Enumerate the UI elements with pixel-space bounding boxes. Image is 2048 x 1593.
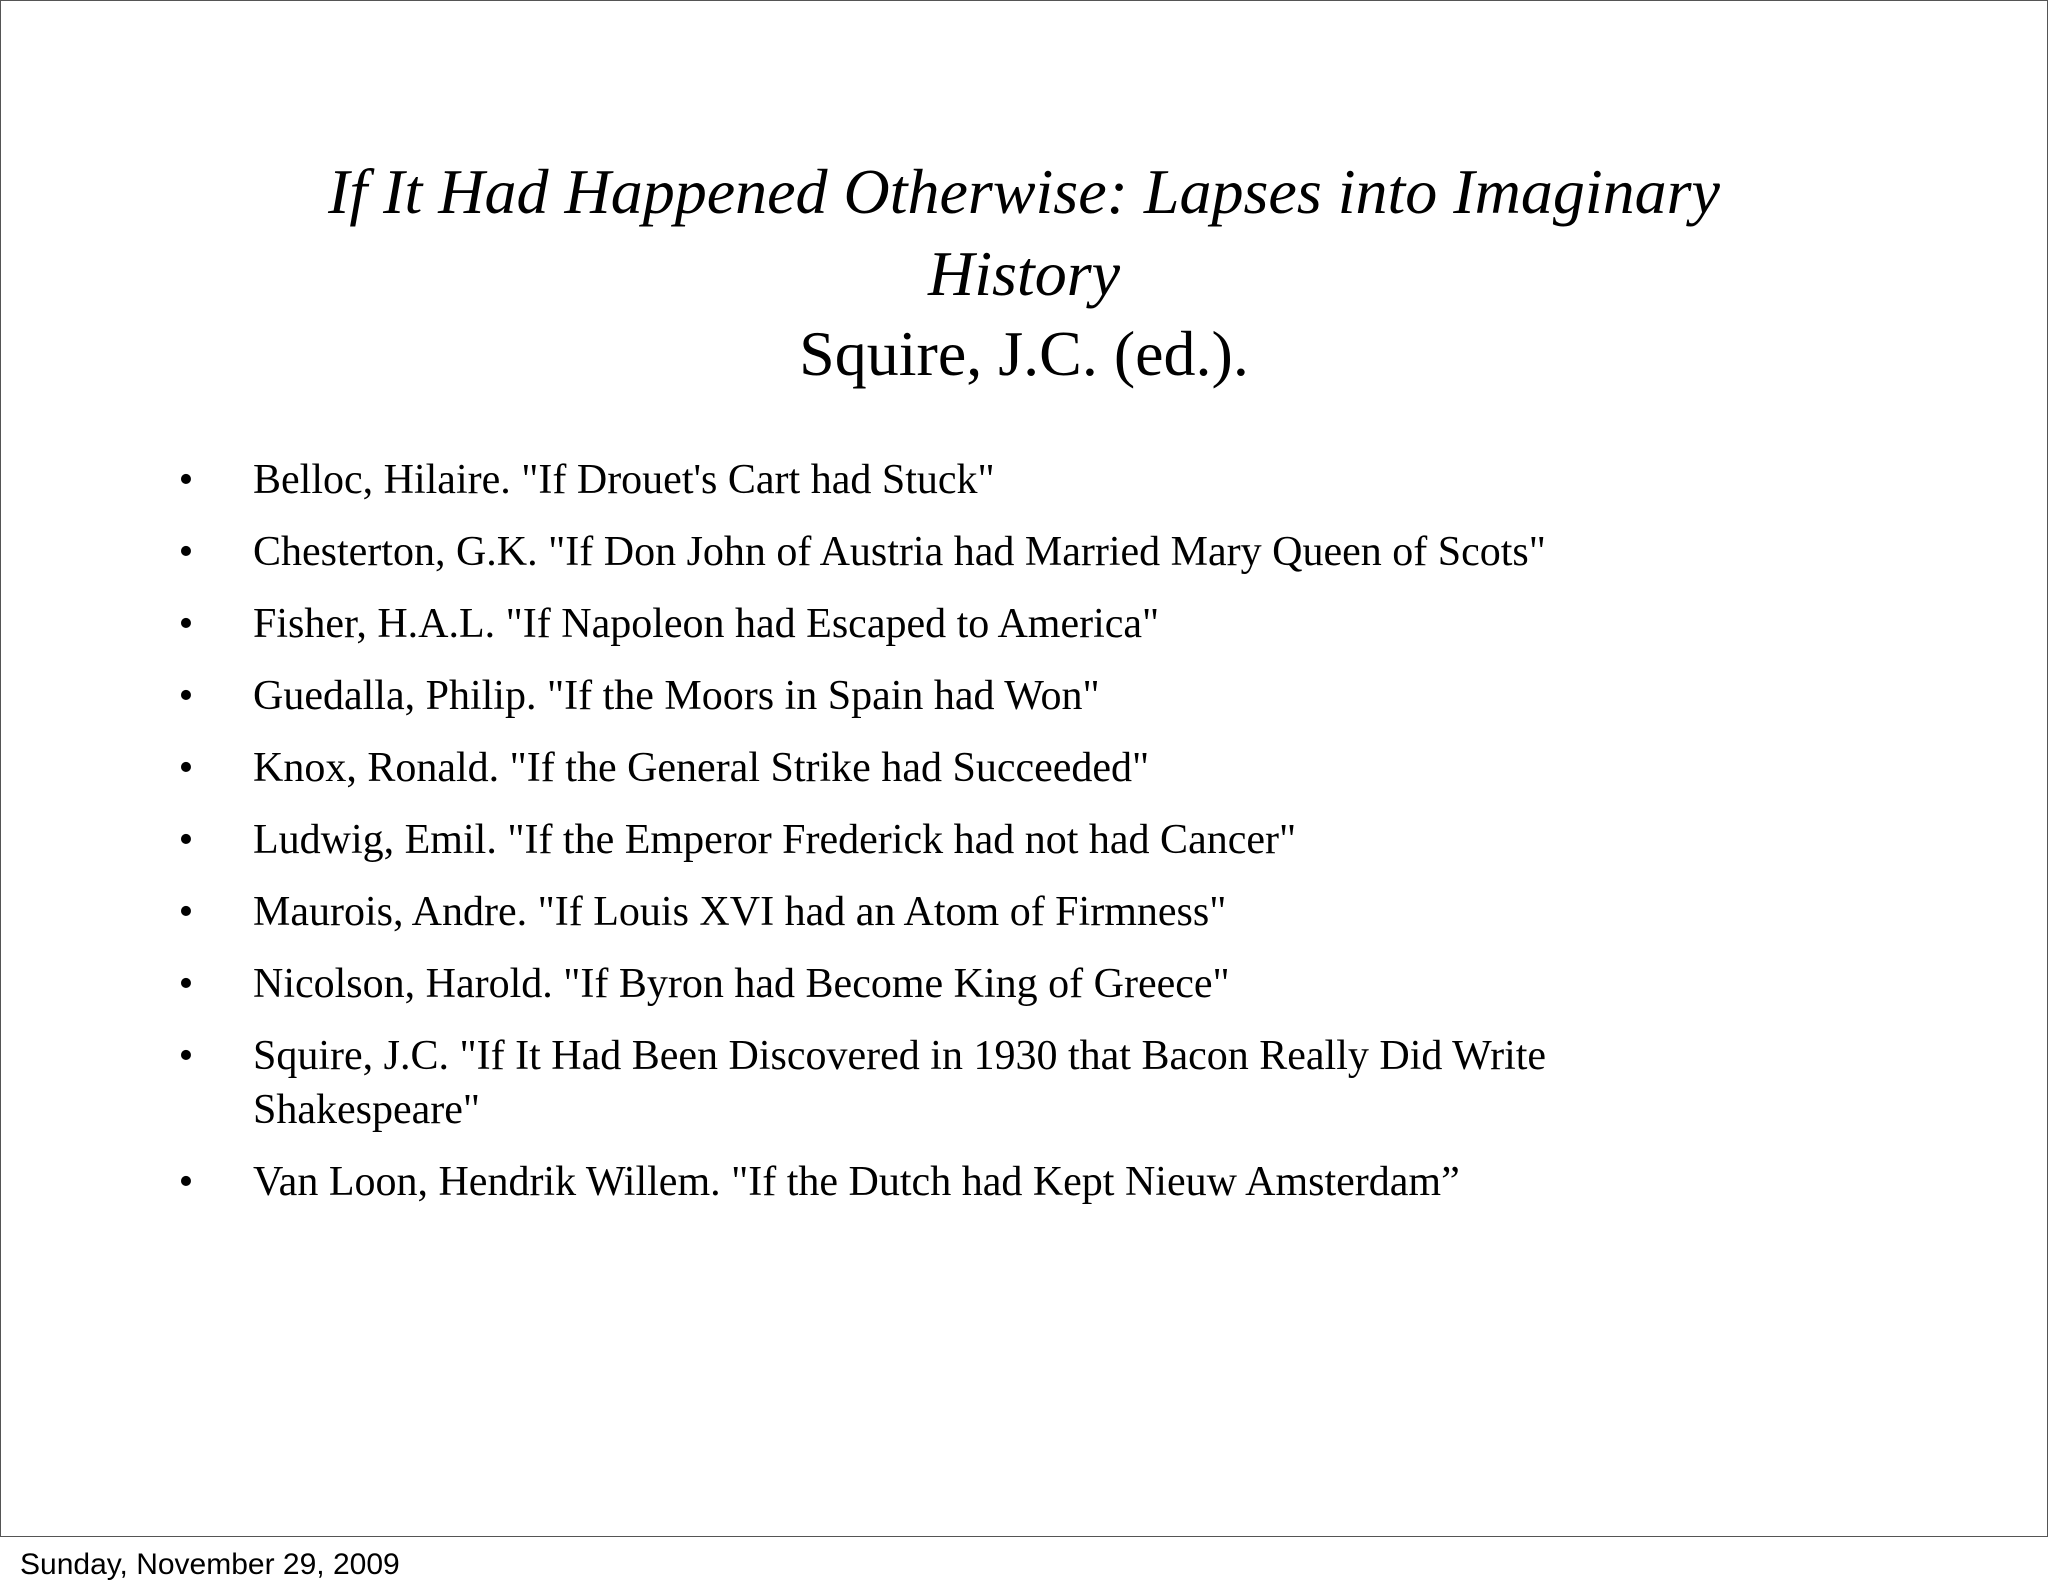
list-item-text: Guedalla, Philip. "If the Moors in Spain had Won" (253, 673, 1100, 719)
list-item-text: Belloc, Hilaire. "If Drouet's Cart had Stuck" (253, 457, 995, 503)
list-item-text: Maurois, Andre. "If Louis XVI had an Atom of Firmness" (253, 889, 1227, 935)
list-item (171, 957, 1731, 1011)
list-item (171, 597, 1731, 651)
list-item-text: Fisher, H.A.L. "If Napoleon had Escaped to America" (253, 601, 1160, 647)
list-item (171, 453, 1731, 507)
list-item-text: Chesterton, G.K. "If Don John of Austria had Married Mary Queen of Scots" (253, 529, 1546, 575)
list-item-text: Squire, J.C. "If It Had Been Discovered in 1930 that Bacon Really Did Write Shakespeare" (253, 1033, 1547, 1133)
bullet-icon: • (178, 673, 194, 719)
list-item (171, 813, 1731, 867)
list-item (171, 669, 1731, 723)
entry-list (171, 453, 1731, 1227)
bullet-icon: • (178, 1033, 194, 1079)
footer-date: Sunday, November 29, 2009 (20, 1548, 400, 1581)
title-block (1, 151, 2047, 395)
bullet-icon: • (178, 817, 194, 863)
bullet-icon: • (178, 457, 194, 503)
bullet-icon: • (178, 961, 194, 1007)
bullet-icon: • (178, 889, 194, 935)
list-item-text: Knox, Ronald. "If the General Strike had Succeeded" (253, 745, 1150, 791)
list-item-text: Van Loon, Hendrik Willem. "If the Dutch had Kept Nieuw Amsterdam” (253, 1159, 1460, 1205)
list-item (171, 525, 1731, 579)
list-item-text: Nicolson, Harold. "If Byron had Become King of Greece" (253, 961, 1230, 1007)
list-item (171, 1155, 1731, 1209)
slide-title: If It Had Happened Otherwise: Lapses into Imaginary History (328, 156, 1720, 309)
bullet-icon: • (178, 601, 194, 647)
bullet-icon: • (178, 745, 194, 791)
bullet-icon: • (178, 1159, 194, 1205)
list-item (171, 885, 1731, 939)
list-item (171, 741, 1731, 795)
list-item-text: Ludwig, Emil. "If the Emperor Frederick had not had Cancer" (253, 817, 1297, 863)
slide-subtitle: Squire, J.C. (ed.). (799, 318, 1249, 389)
list-item (171, 1029, 1731, 1137)
bullet-icon: • (178, 529, 194, 575)
